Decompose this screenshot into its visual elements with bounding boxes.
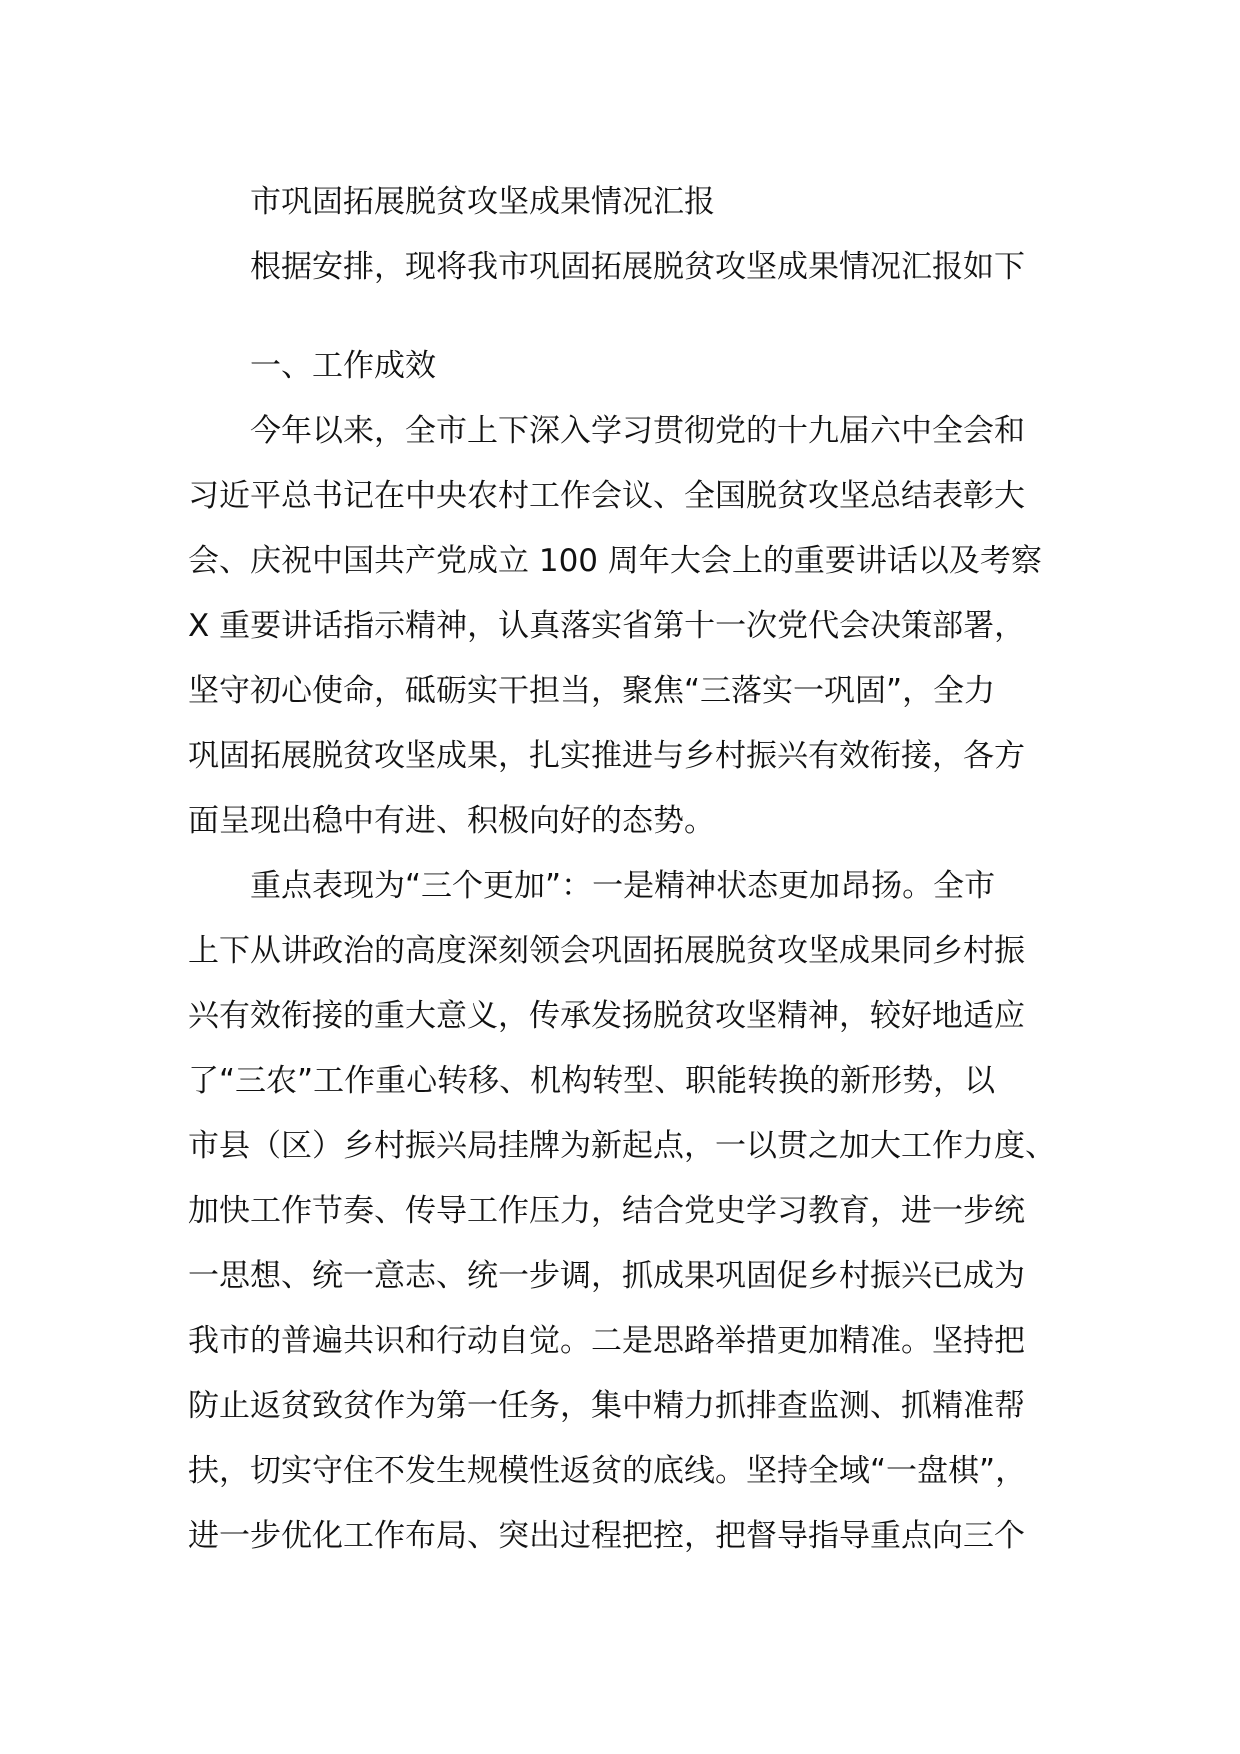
document-body xyxy=(188,170,1058,1569)
paragraph-line: 重点表现为“三个更加”：一是精神状态更加昂扬。全市 xyxy=(250,868,996,904)
document-title: 市巩固拓展脱贫攻坚成果情况汇报 xyxy=(250,184,715,220)
paragraph-line: 防止返贫致贫作为第一任务，集中精力抓排查监测、抓精准帮 xyxy=(188,1388,1025,1424)
paragraph-line: 巩固拓展脱贫攻坚成果，扎实推进与乡村振兴有效衔接，各方 xyxy=(188,738,1025,774)
intro-line: 根据安排，现将我市巩固拓展脱贫攻坚成果情况汇报如下 xyxy=(250,249,1025,285)
paragraph-line: 上下从讲政治的高度深刻领会巩固拓展脱贫攻坚成果同乡村振 xyxy=(188,933,1025,969)
paragraph-2 xyxy=(188,854,1058,1569)
paragraph-line: 坚守初心使命，砥砺实干担当，聚焦“三落实一巩固”，全力 xyxy=(188,673,996,709)
paragraph-1 xyxy=(188,399,1058,854)
section-heading: 一、工作成效 xyxy=(250,348,436,384)
paragraph-line: 习近平总书记在中央农村工作会议、全国脱贫攻坚总结表彰大 xyxy=(188,478,1025,514)
spacer xyxy=(188,300,1058,334)
paragraph-line: 会、庆祝中国共产党成立 100 周年大会上的重要讲话以及考察 xyxy=(188,543,1042,579)
paragraph-line: 扶，切实守住不发生规模性返贫的底线。坚持全域“一盘棋”， xyxy=(188,1453,1027,1489)
paragraph-line: 进一步优化工作布局、突出过程把控，把督导指导重点向三个 xyxy=(188,1518,1025,1554)
paragraph-line: 一思想、统一意志、统一步调，抓成果巩固促乡村振兴已成为 xyxy=(188,1258,1025,1294)
paragraph-line: 我市的普遍共识和行动自觉。二是思路举措更加精准。坚持把 xyxy=(188,1323,1025,1359)
paragraph-line: 面呈现出稳中有进、积极向好的态势。 xyxy=(188,803,715,839)
paragraph-line: 了“三农”工作重心转移、机构转型、职能转换的新形势，以 xyxy=(188,1063,996,1099)
paragraph-line: 加快工作节奏、传导工作压力，结合党史学习教育，进一步统 xyxy=(188,1193,1025,1229)
paragraph-line: 兴有效衔接的重大意义，传承发扬脱贫攻坚精神，较好地适应 xyxy=(188,998,1025,1034)
paragraph-line: 今年以来，全市上下深入学习贯彻党的十九届六中全会和 xyxy=(250,413,1025,449)
paragraph-line: X 重要讲话指示精神，认真落实省第十一次党代会决策部署， xyxy=(188,608,1026,644)
paragraph-line: 市县（区）乡村振兴局挂牌为新起点，一以贯之加大工作力度、 xyxy=(188,1128,1056,1164)
